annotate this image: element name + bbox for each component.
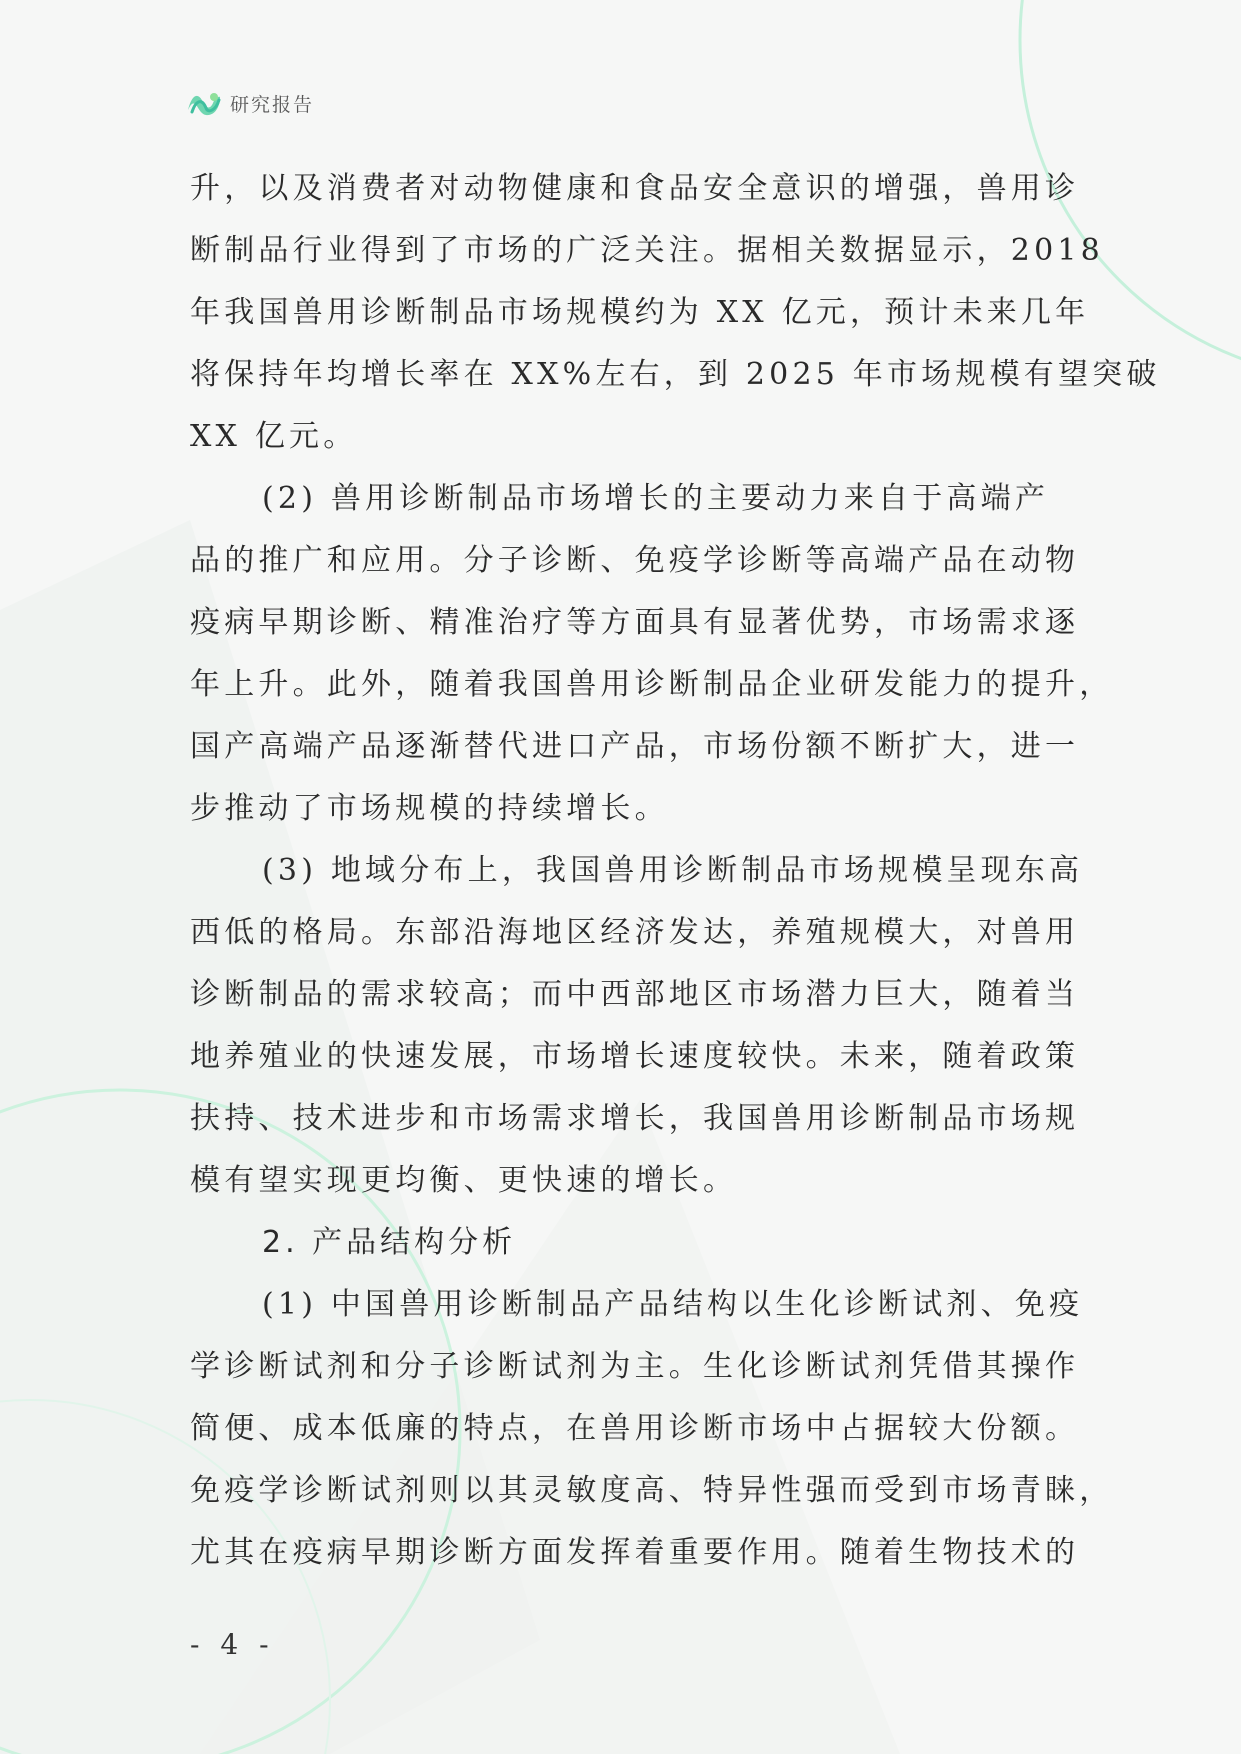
page-number: - 4 - xyxy=(190,1628,275,1661)
text-line: 升，以及消费者对动物健康和食品安全意识的增强，兽用诊 xyxy=(190,171,1080,206)
page-header xyxy=(186,88,314,118)
text-line: XX 亿元。 xyxy=(190,419,358,454)
text-line: 断制品行业得到了市场的广泛关注。据相关数据显示，2018 xyxy=(190,233,1104,268)
text-line: 诊断制品的需求较高；而中西部地区市场潜力巨大，随着当 xyxy=(190,977,1080,1012)
text-line: 年上升。此外，随着我国兽用诊断制品企业研发能力的提升， xyxy=(190,667,1114,702)
text-line: 扶持、技术进步和市场需求增长，我国兽用诊断制品市场规 xyxy=(190,1101,1080,1136)
text-line: 疫病早期诊断、精准治疗等方面具有显著优势，市场需求逐 xyxy=(190,605,1080,640)
text-line: 学诊断试剂和分子诊断试剂为主。生化诊断试剂凭借其操作 xyxy=(190,1349,1080,1384)
brand-logo-icon xyxy=(186,88,222,118)
text-line: (1) 中国兽用诊断制品产品结构以生化诊断试剂、免疫 xyxy=(262,1287,1084,1322)
text-line: 地养殖业的快速发展，市场增长速度较快。未来，随着政策 xyxy=(190,1039,1080,1074)
text-line: 国产高端产品逐渐替代进口产品，市场份额不断扩大，进一 xyxy=(190,729,1080,764)
text-line: 步推动了市场规模的持续增长。 xyxy=(190,791,669,826)
text-line: 尤其在疫病早期诊断方面发挥着重要作用。随着生物技术的 xyxy=(190,1535,1080,1570)
text-line: 简便、成本低廉的特点，在兽用诊断市场中占据较大份额。 xyxy=(190,1411,1080,1446)
section-heading: 2. 产品结构分析 xyxy=(262,1225,517,1260)
text-line: 西低的格局。东部沿海地区经济发达，养殖规模大，对兽用 xyxy=(190,915,1080,950)
text-line: (3) 地域分布上，我国兽用诊断制品市场规模呈现东高 xyxy=(262,853,1084,888)
text-line: 品的推广和应用。分子诊断、免疫学诊断等高端产品在动物 xyxy=(190,543,1080,578)
text-line: 免疫学诊断试剂则以其灵敏度高、特异性强而受到市场青睐， xyxy=(190,1473,1114,1508)
text-line: 年我国兽用诊断制品市场规模约为 XX 亿元，预计未来几年 xyxy=(190,295,1090,330)
body-text xyxy=(190,158,1161,1584)
text-line: 将保持年均增长率在 XX%左右，到 2025 年市场规模有望突破 xyxy=(190,357,1161,392)
text-line: 模有望实现更均衡、更快速的增长。 xyxy=(190,1163,738,1198)
text-line: (2) 兽用诊断制品市场增长的主要动力来自于高端产 xyxy=(262,481,1050,516)
header-title: 研究报告 xyxy=(230,93,315,116)
